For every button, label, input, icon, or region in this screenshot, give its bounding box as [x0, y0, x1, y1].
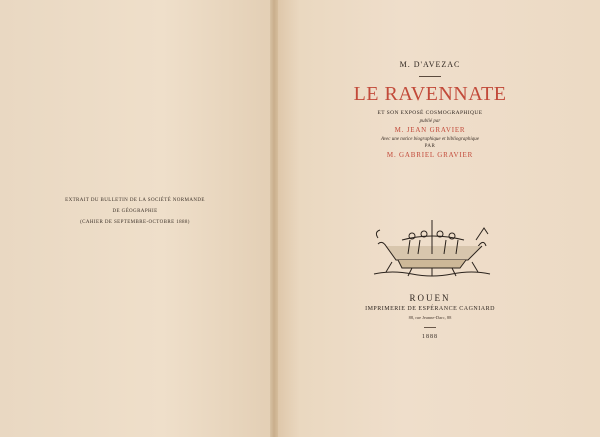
par-line: PAR: [424, 144, 436, 149]
left-page: [0, 0, 272, 437]
title-block: [330, 60, 530, 159]
notice-line: Avec une notice biographique et bibliographique: [381, 137, 479, 142]
author-name: M. D'AVEZAC: [399, 60, 461, 69]
ship-engraving: [372, 210, 492, 278]
extract-line-1: EXTRAIT DU BULLETIN DE LA SOCIÉTÉ NORMANDE: [65, 198, 205, 203]
biographer-name: M. GABRIEL GRAVIER: [386, 151, 474, 159]
extract-line-2: DE GÉOGRAPHIE: [112, 209, 158, 214]
divider-rule: [419, 76, 441, 77]
imprint-printer: IMPRIMERIE DE ESPÉRANCE CAGNIARD: [365, 306, 495, 312]
imprint-address: 88, rue Jeanne-Darc, 88: [408, 315, 452, 320]
published-by: publié par: [419, 119, 441, 124]
editor-name: M. JEAN GRAVIER: [394, 126, 466, 134]
imprint-block: [330, 293, 530, 340]
extract-notice: [40, 195, 230, 228]
extract-line-3: (CAHIER DE SEPTEMBRE-OCTOBRE 1888): [80, 220, 190, 225]
book-gutter: [270, 0, 278, 437]
imprint-rule: [424, 327, 436, 328]
book-subtitle: ET SON EXPOSÉ COSMOGRAPHIQUE: [377, 110, 483, 116]
book-title: LE RAVENNATE: [353, 83, 507, 105]
imprint-city: ROUEN: [409, 293, 451, 303]
imprint-year: 1888: [422, 334, 438, 340]
